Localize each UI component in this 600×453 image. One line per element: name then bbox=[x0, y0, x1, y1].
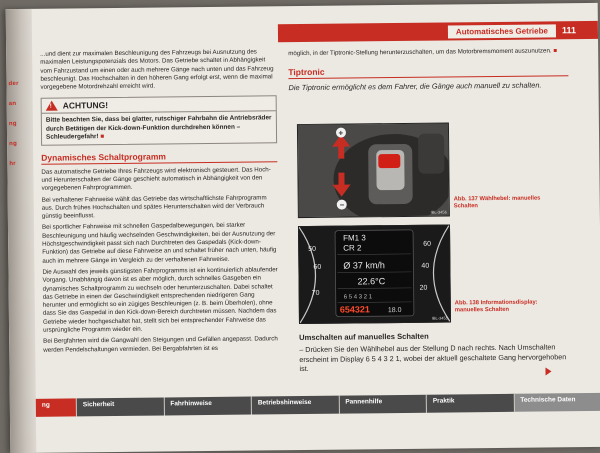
instrument-cluster-illustration bbox=[299, 225, 450, 323]
svg-text:+: + bbox=[338, 128, 344, 138]
paragraph-5: Bei Bergfahrten wird die Gangwahl den Steigungen und Gefällen angepasst. Dadurch werden Pendelschaltungen vermieden. Bei Bergabfahrten ist es bbox=[43, 335, 278, 354]
display-consumption: Ø 37 km/h bbox=[343, 260, 385, 271]
warning-text: Bitte beachten Sie, dass bei glatter, rutschiger Fahrbahn die Antriebsräder durch Betätigen der Kick-down-Funktion durchdrehen können – Schleudergefahr! ■ bbox=[45, 114, 272, 141]
footer-tab-fahrhinweise[interactable]: Fahrhinweise bbox=[164, 397, 252, 416]
header-bar bbox=[278, 21, 598, 42]
dial-right-tick-1: 60 bbox=[423, 240, 432, 248]
edge-tab-3: ng bbox=[8, 121, 17, 128]
right-column bbox=[288, 47, 568, 96]
display-odometer: 18.0 bbox=[387, 306, 402, 315]
display-station: CR 2 bbox=[343, 243, 362, 253]
paragraph-3: Bei sportlicher Fahrweise mit schnellen Gaspedalbewegungen, bei starker Beschleunigung und häufig wechselnden Geschwindigkeiten, bei der Ausnutzung der Höchstgeschwindigkeit passt sich nach Durchtreten des Gaspedals (Kick-down-Funktion) das Getriebe auf diese Fahrweise an und schaltet früher nach unten, häufig auch im mehrere Gänge im Vergleich zu der verhaltenen Fahrweise. bbox=[41, 222, 277, 265]
svg-text:−: − bbox=[339, 200, 345, 210]
manual-shift-text: – Drücken Sie den Wählhebel aus der Stellung D nach rechts. Nach Umschalten erscheint im Display 6 5 4 3 2 1, wobei der aktuell geschaltete Gang hervorgehoben ist. bbox=[299, 342, 567, 374]
warning-title: ACHTUNG! bbox=[62, 100, 109, 111]
footer-tab-current[interactable]: ng bbox=[36, 398, 77, 416]
figure-138-caption: Abb. 138 Informationsdisplay: manuelles Schalten bbox=[454, 299, 538, 314]
edge-tab-5: hr bbox=[9, 161, 16, 168]
manual-page bbox=[6, 3, 600, 453]
dial-left-tick-1: 50 bbox=[308, 245, 317, 253]
right-top-text: möglich, in der Tiptronic-Stellung herunterzuschalten, um das Motorbremsmoment auszunutzen. ■ bbox=[288, 47, 558, 58]
left-page-edge bbox=[6, 9, 37, 453]
gear-lever-illustration bbox=[298, 123, 449, 217]
footer-tab-pannenhilfe[interactable]: Pannenhilfe bbox=[339, 395, 427, 414]
footer-tab-technische-daten[interactable]: Technische Daten bbox=[514, 393, 600, 412]
edge-tab-4: ng bbox=[9, 141, 18, 148]
left-column bbox=[40, 48, 279, 357]
warning-box bbox=[41, 96, 277, 146]
display-fm: FM1 3 bbox=[343, 233, 366, 243]
edge-tab-1: der bbox=[8, 80, 19, 88]
end-square-icon: ■ bbox=[100, 133, 105, 141]
page-number: 111 bbox=[561, 25, 576, 36]
section-title-dynamic: Dynamisches Schaltprogramm bbox=[41, 152, 277, 165]
footer-tab-betriebshinweise[interactable]: Betriebshinweise bbox=[252, 396, 340, 415]
dial-left-tick-3: 70 bbox=[311, 289, 320, 297]
footer-tab-praktik[interactable]: Praktik bbox=[427, 394, 515, 413]
continue-arrow-icon bbox=[545, 367, 551, 375]
display-mode: 6 5 4 3 2 1 bbox=[343, 294, 373, 301]
display-gears: 654321 bbox=[339, 304, 370, 315]
manual-shift-section bbox=[299, 325, 569, 376]
footer-tab-sicherheit[interactable]: Sicherheit bbox=[77, 397, 165, 416]
dial-right-tick-2: 40 bbox=[421, 262, 430, 270]
paragraph-1: Das automatische Getriebe Ihres Fahrzeugs wird elektronisch gesteuert. Das Hoch- und Herunterschalten der Gänge geschieht automatisch in Abhängigkeit von den vorgegebenen Fahrprogrammen. bbox=[41, 166, 271, 193]
dial-right-tick-3: 20 bbox=[419, 284, 428, 292]
footer-navigation bbox=[36, 393, 600, 417]
figure-137-gear-lever bbox=[297, 122, 450, 218]
tiptronic-intro: Die Tiptronic ermöglicht es dem Fahrer, die Gänge auch manuell zu schalten. bbox=[288, 80, 542, 92]
section-title-tiptronic: Tiptronic bbox=[288, 66, 568, 79]
chapter-title: Automatisches Getriebe bbox=[448, 24, 556, 38]
paragraph-2: Bei verhaltener Fahrweise wählt das Getriebe das wirtschaftlichste Fahrprogramm aus. Durch frühes Hochschalten und spätes Herunterschalten wird der Verbrauch günstig beeinflusst. bbox=[41, 193, 267, 220]
intro-paragraph: ...und dient zur maximalen Beschleunigung des Fahrzeugs bei Ausnutzung des maximalen Leistungspotenzials des Motors. Das Getriebe schaltet in Abhängigkeit vom Fahrzustand um einen oder auch mehrere Gänge nach unten und das Fahrzeug beschleunigt. Das Hochschalten in den höheren Gang erfolgt erst, wenn die maximal vorgegebene Motordrehzahl erreicht wird. bbox=[40, 48, 274, 91]
end-square-icon: ■ bbox=[553, 47, 558, 55]
figure-138-display bbox=[298, 224, 451, 324]
display-temperature: 22.6°C bbox=[357, 276, 386, 287]
warning-triangle-icon: ! bbox=[46, 101, 58, 111]
subsection-title: Umschalten auf manuelles Schalten bbox=[299, 331, 429, 343]
dial-left-tick-2: 60 bbox=[313, 263, 322, 271]
figure-137-code: IBL-3456 bbox=[430, 209, 447, 215]
figure-137-caption: Abb. 137 Wählhebel: manuelles Schalten bbox=[453, 195, 541, 210]
paragraph-4: Die Auswahl des jeweils günstigsten Fahrprogramms ist ein kontinuierlich ablaufender Vorgang. Unabhängig davon ist es aber möglich, durch schnelles Gasgeben ein dynamisches Schaltprogramm zu wechseln oder herunterzuschalten. Dabei schaltet das Getriebe in einen der Geschwindigkeit entsprechenden niedrigeren Gang herunter und ermöglicht so ein zügiges Beschleunigen (z. B. beim Überholen), ohne dass Sie das Gaspedal in den Kick-down-Bereich durchtreten müssen. Nachdem das Getriebe wieder hochgeschaltet hat, stellt sich bei entsprechender Fahrweise das ursprüngliche Programm wieder ein. bbox=[42, 266, 278, 334]
figure-138-code: IBL-3455 bbox=[431, 315, 448, 321]
edge-tab-2: an bbox=[8, 101, 17, 108]
